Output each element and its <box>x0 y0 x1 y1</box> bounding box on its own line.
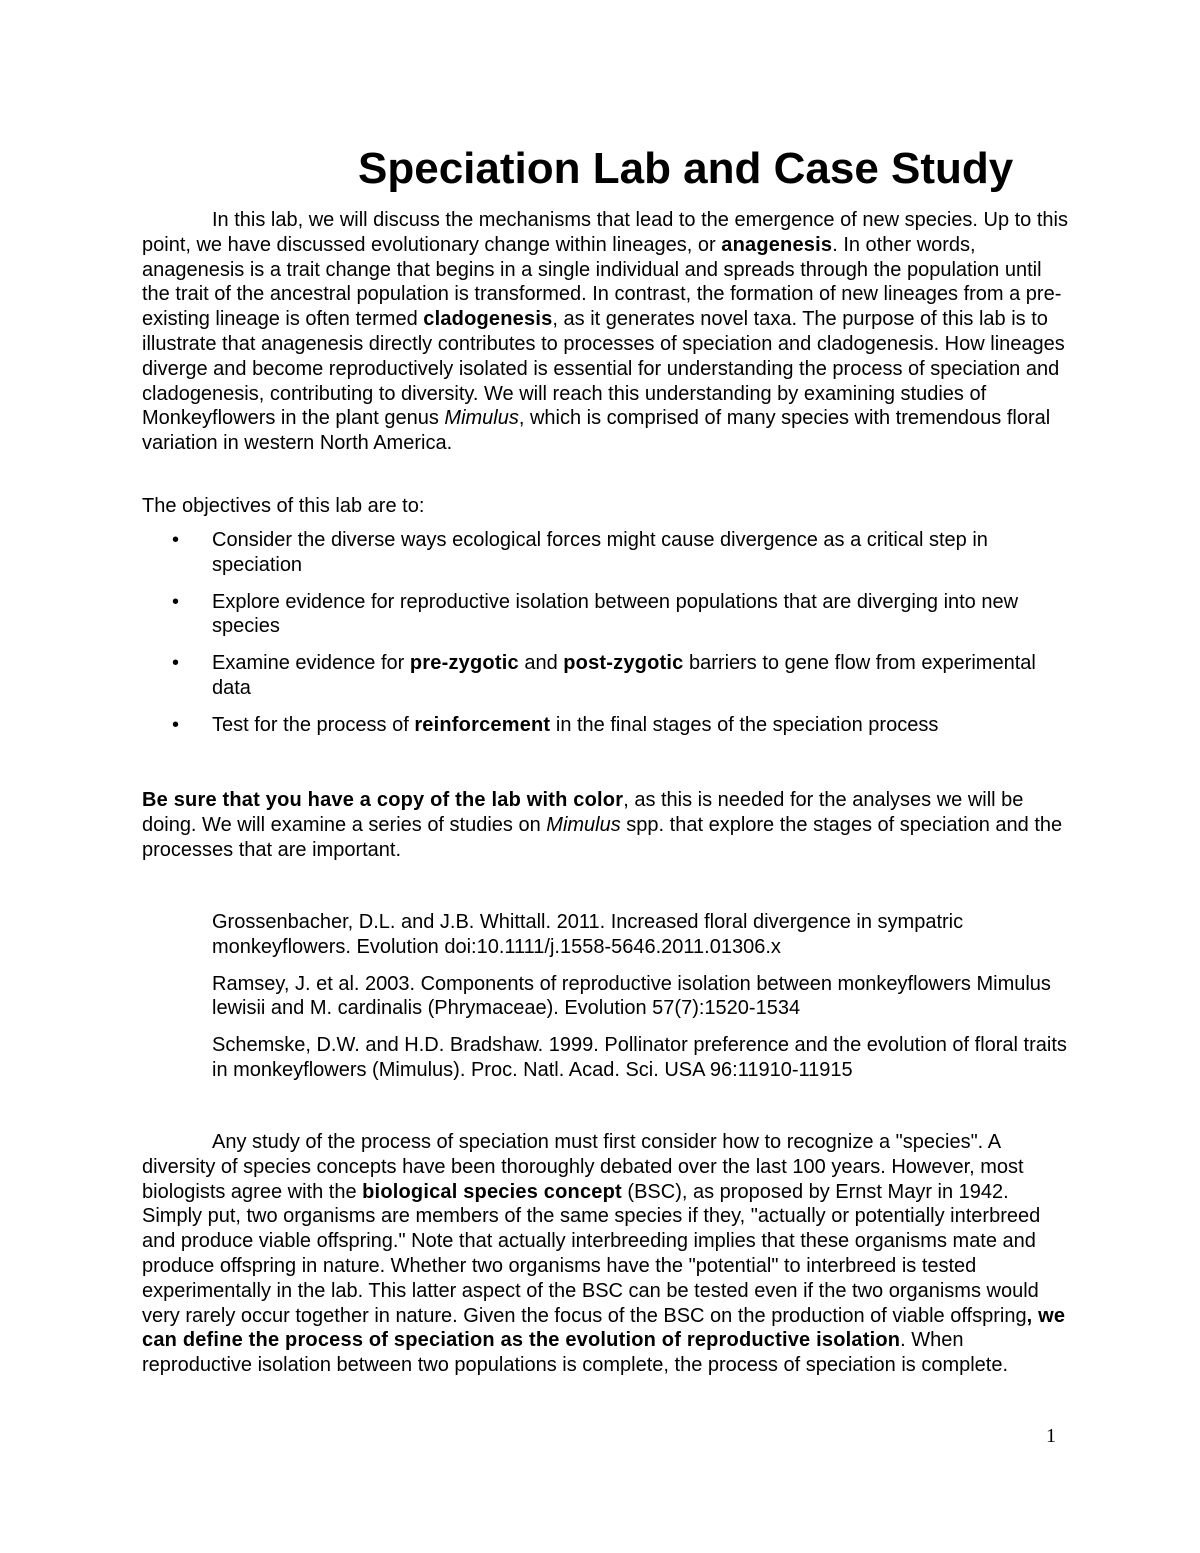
term-pre-zygotic: pre-zygotic <box>409 652 519 675</box>
bullet-icon: • <box>172 652 180 675</box>
intro-text-1: In this lab, we will discuss the mechanisms that lead to the emergence of new species. Up to this point, we have discussed evolutionary change within lineages, or <box>142 209 1068 256</box>
bullet-icon: • <box>172 713 180 736</box>
term-anagenesis: anagenesis <box>721 233 833 256</box>
page-number: 1 <box>1046 1425 1056 1447</box>
genus-mimulus: Mimulus <box>444 407 519 430</box>
objective-3-text-3: barriers to gene flow from experimental data <box>212 652 1036 699</box>
objective-4-text-1: Test for the process of <box>212 713 415 736</box>
term-cladogenesis: cladogenesis <box>423 308 553 331</box>
intro-text-4: , which is comprised of many species with tremendous floral variation in western North America. <box>142 407 1051 455</box>
objectives-intro <box>142 494 1072 519</box>
references-list <box>212 910 1072 1095</box>
intro-text-3: , as it generates novel taxa. The purpose of this lab is to illustrate that anagenesis directly contributes to processes of speciation and cladogenesis. How lineages diverge and become reproductively isolated is essential for understanding the process of speciation and cladogenesis, contributing to diversity. We will reach this understanding by examining studies of Monkeyflowers in the plant genus <box>142 308 1065 430</box>
list-item <box>142 651 1072 701</box>
reference-ramsey: Ramsey, J. et al. 2003. Components of reproductive isolation between monkeyflowers Mimulus lewisii and M. cardinalis (Phrymaceae). Evolution 57(7):1520-1534 <box>212 972 1051 1020</box>
objective-3-text-1: Examine evidence for <box>212 652 410 675</box>
objective-2: Explore evidence for reproductive isolation between populations that are diverging into new species <box>212 590 1019 638</box>
reference-grossenbacher: Grossenbacher, D.L. and J.B. Whittall. 2011. Increased floral divergence in sympatric monkeyflowers. Evolution doi:10.1111/j.1558-5646.2011.01306.x <box>212 911 964 958</box>
bsc-text-2: (BSC), as proposed by Ernst Mayr in 1942. Simply put, two organisms are members of the same species if they, "actually or potentially interbreed and produce viable offspring." Note that actually interbreeding implies that these organisms mate and produce offspring in nature. Whether two organisms have the "potential" to interbreed is tested experimentally in the lab. This latter aspect of the BSC can be tested even if the two organisms would very rarely occur together in nature. Given the focus of the BSC on the production of viable offspring <box>142 1180 1041 1327</box>
bullet-icon: • <box>172 590 180 613</box>
objectives-intro-text: The objectives of this lab are to: <box>142 495 425 517</box>
bsc-text-1: Any study of the process of speciation must first consider how to recognize a "species". A diversity of species concepts have been thoroughly debated over the last 100 years. However, most biologists agree with the <box>142 1131 1024 1203</box>
copy-note-text-1: , as this is needed for the analyses we will be doing. We will examine a series of studies on <box>142 789 1024 836</box>
objective-4-text-2: in the final stages of the speciation process <box>550 713 939 736</box>
bsc-paragraph <box>142 1130 1072 1378</box>
bullet-icon: • <box>172 529 180 551</box>
term-reinforcement: reinforcement <box>414 713 551 736</box>
list-item <box>142 528 1072 578</box>
intro-text-2: . In other words, anagenesis is a trait change that begins in a single individual and spreads through the population until the trait of the ancestral population is transformed. In contrast, the formation of new lineages from a pre-existing lineage is often termed <box>142 233 1062 331</box>
objective-3-text-2: and <box>518 652 564 675</box>
term-post-zygotic: post-zygotic <box>563 652 684 675</box>
genus-mimulus: Mimulus <box>546 813 621 836</box>
term-biological-species-concept: biological species concept <box>362 1180 622 1203</box>
list-item <box>142 590 1072 640</box>
objectives-list <box>142 528 1072 750</box>
objective-1: Consider the diverse ways ecological forces might cause divergence as a critical step in speciation <box>212 529 988 576</box>
copy-note-text-2: spp. that explore the stages of speciation and the processes that are important. <box>142 813 1063 861</box>
color-copy-notice: Be sure that you have a copy of the lab with color <box>142 789 624 811</box>
copy-note-paragraph <box>142 788 1072 862</box>
bsc-text-3: . When reproductive isolation between two populations is complete, the process of speciation is complete. <box>142 1329 1009 1377</box>
list-item <box>142 713 1072 738</box>
speciation-definition: , we can define the process of speciation as the evolution of reproductive isolation <box>142 1304 1066 1352</box>
reference-schemske: Schemske, D.W. and H.D. Bradshaw. 1999. Pollinator preference and the evolution of floral traits in monkeyflowers (Mimulus). Proc. Natl. Acad. Sci. USA 96:11910-11915 <box>212 1034 1067 1081</box>
intro-paragraph <box>142 208 1072 456</box>
page-title: Speciation Lab and Case Study <box>358 144 1014 193</box>
